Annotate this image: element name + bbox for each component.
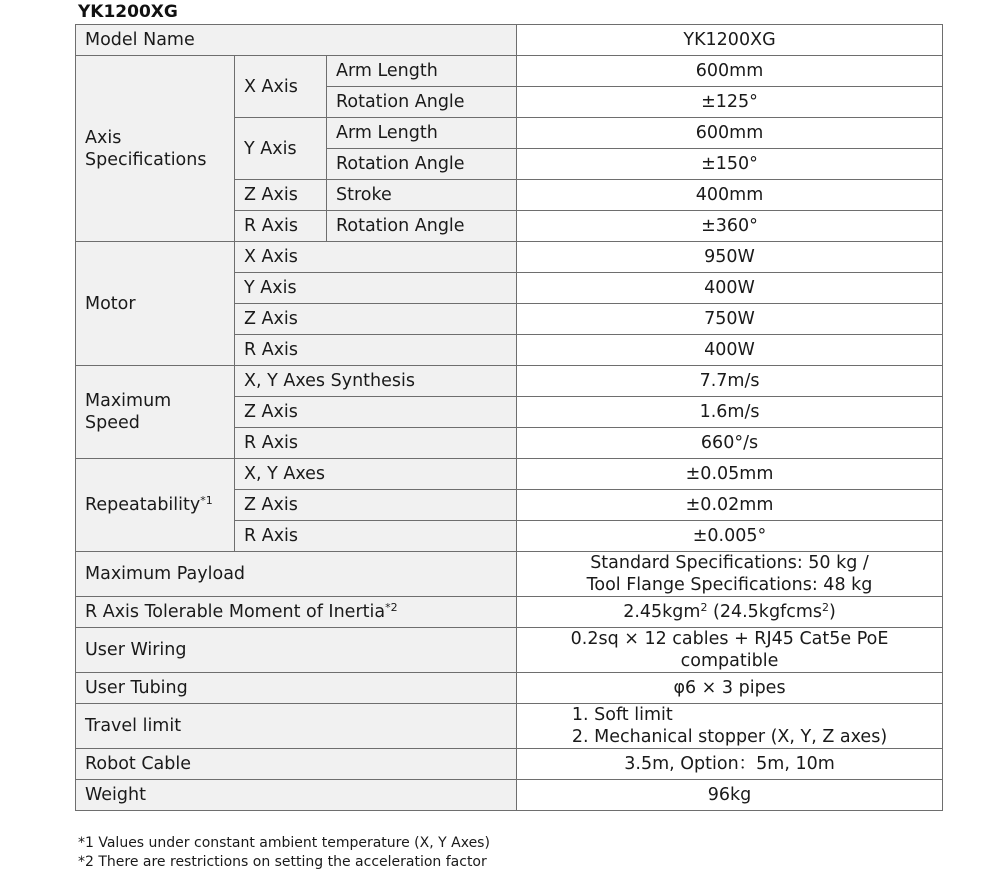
maximum-speed-label — [76, 366, 235, 459]
y-arm-length-label: Arm Length — [327, 118, 517, 149]
wiring-line2: compatible — [680, 651, 779, 671]
travel-line2: 2. Mechanical stopper (X, Y, Z axes) — [571, 727, 888, 747]
payload-line1: Standard Specifications: 50 kg / — [590, 553, 869, 573]
max-payload-label: Maximum Payload — [76, 552, 517, 597]
motor-z-axis-label: Z Axis — [235, 304, 517, 335]
motor-r-axis-label: R Axis — [235, 335, 517, 366]
y-rotation-angle-value: ±150° — [517, 149, 943, 180]
repeatability-label-text: Repeatability — [85, 495, 201, 515]
table-row — [76, 56, 943, 87]
motor-y-axis-value: 400W — [517, 273, 943, 304]
axis-spec-x-axis-label: X Axis — [235, 56, 327, 118]
inertia-value-a-sup: 2 — [700, 601, 708, 614]
table-row — [76, 780, 943, 811]
table-row — [76, 749, 943, 780]
table-row — [76, 597, 943, 628]
robot-cable-label: Robot Cable — [76, 749, 517, 780]
spec-table — [75, 24, 943, 811]
axis-spec-label-line2: Specifications — [85, 149, 207, 170]
travel-limit-value — [517, 704, 943, 749]
user-wiring-value — [517, 628, 943, 673]
weight-label: Weight — [76, 780, 517, 811]
y-rotation-angle-label: Rotation Angle — [327, 149, 517, 180]
speed-xy-value: 7.7m/s — [517, 366, 943, 397]
model-name-label: Model Name — [76, 25, 517, 56]
x-rotation-angle-label: Rotation Angle — [327, 87, 517, 118]
motor-z-axis-value: 750W — [517, 304, 943, 335]
z-stroke-label: Stroke — [327, 180, 517, 211]
repeat-r-value: ±0.005° — [517, 521, 943, 552]
max-speed-label-line2: Speed — [85, 413, 140, 433]
motor-x-axis-label: X Axis — [235, 242, 517, 273]
max-payload-value — [517, 552, 943, 597]
repeat-z-value: ±0.02mm — [517, 490, 943, 521]
inertia-label — [76, 597, 517, 628]
travel-line1: 1. Soft limit — [571, 705, 673, 725]
inertia-value-b-sup: 2 — [822, 601, 829, 614]
table-row — [76, 25, 943, 56]
table-row — [76, 366, 943, 397]
inertia-value-b: (24.5kgfcms — [707, 602, 822, 622]
table-row — [76, 552, 943, 597]
inertia-value — [517, 597, 943, 628]
user-tubing-value: φ6 × 3 pipes — [517, 673, 943, 704]
axis-spec-y-axis-label: Y Axis — [235, 118, 327, 180]
user-tubing-label: User Tubing — [76, 673, 517, 704]
table-row — [76, 459, 943, 490]
payload-line2: Tool Flange Specifications: 48 kg — [586, 575, 873, 595]
y-arm-length-value: 600mm — [517, 118, 943, 149]
repeat-xy-label: X, Y Axes — [235, 459, 517, 490]
footnotes — [78, 834, 490, 872]
repeat-z-label: Z Axis — [235, 490, 517, 521]
model-name-value: YK1200XG — [517, 25, 943, 56]
table-row — [76, 673, 943, 704]
speed-xy-label: X, Y Axes Synthesis — [235, 366, 517, 397]
motor-y-axis-label: Y Axis — [235, 273, 517, 304]
motor-r-axis-value: 400W — [517, 335, 943, 366]
repeat-r-label: R Axis — [235, 521, 517, 552]
repeat-xy-value: ±0.05mm — [517, 459, 943, 490]
motor-label: Motor — [76, 242, 235, 366]
footnote-1: *1 Values under constant ambient temperature (X, Y Axes) — [78, 835, 490, 851]
robot-cable-value: 3.5m, Option：5m, 10m — [517, 749, 943, 780]
z-stroke-value: 400mm — [517, 180, 943, 211]
repeatability-label — [76, 459, 235, 552]
footnote-2: *2 There are restrictions on setting the acceleration factor — [78, 854, 487, 870]
motor-x-axis-value: 950W — [517, 242, 943, 273]
inertia-value-a: 2.45kgm — [623, 602, 701, 622]
inertia-note-mark: *2 — [385, 601, 398, 614]
x-rotation-angle-value: ±125° — [517, 87, 943, 118]
axis-spec-z-axis-label: Z Axis — [235, 180, 327, 211]
table-row — [76, 242, 943, 273]
table-row — [76, 628, 943, 673]
inertia-value-c: ) — [829, 602, 836, 622]
r-rotation-angle-label: Rotation Angle — [327, 211, 517, 242]
wiring-line1: 0.2sq × 12 cables + RJ45 Cat5e PoE — [570, 629, 889, 649]
axis-spec-label-line1: Axis — [85, 127, 122, 148]
max-speed-label-line1: Maximum — [85, 391, 172, 411]
r-rotation-angle-value: ±360° — [517, 211, 943, 242]
speed-r-value: 660°/s — [517, 428, 943, 459]
axis-spec-r-axis-label: R Axis — [235, 211, 327, 242]
travel-limit-list — [572, 704, 887, 748]
speed-z-label: Z Axis — [235, 397, 517, 428]
x-arm-length-label: Arm Length — [327, 56, 517, 87]
weight-value: 96kg — [517, 780, 943, 811]
x-arm-length-value: 600mm — [517, 56, 943, 87]
axis-specifications-label — [76, 56, 235, 242]
speed-z-value: 1.6m/s — [517, 397, 943, 428]
user-wiring-label: User Wiring — [76, 628, 517, 673]
table-row — [76, 704, 943, 749]
speed-r-label: R Axis — [235, 428, 517, 459]
inertia-label-text: R Axis Tolerable Moment of Inertia — [85, 602, 386, 622]
repeatability-note-mark: *1 — [200, 494, 213, 507]
page-title: YK1200XG — [78, 2, 178, 22]
travel-limit-label: Travel limit — [76, 704, 517, 749]
